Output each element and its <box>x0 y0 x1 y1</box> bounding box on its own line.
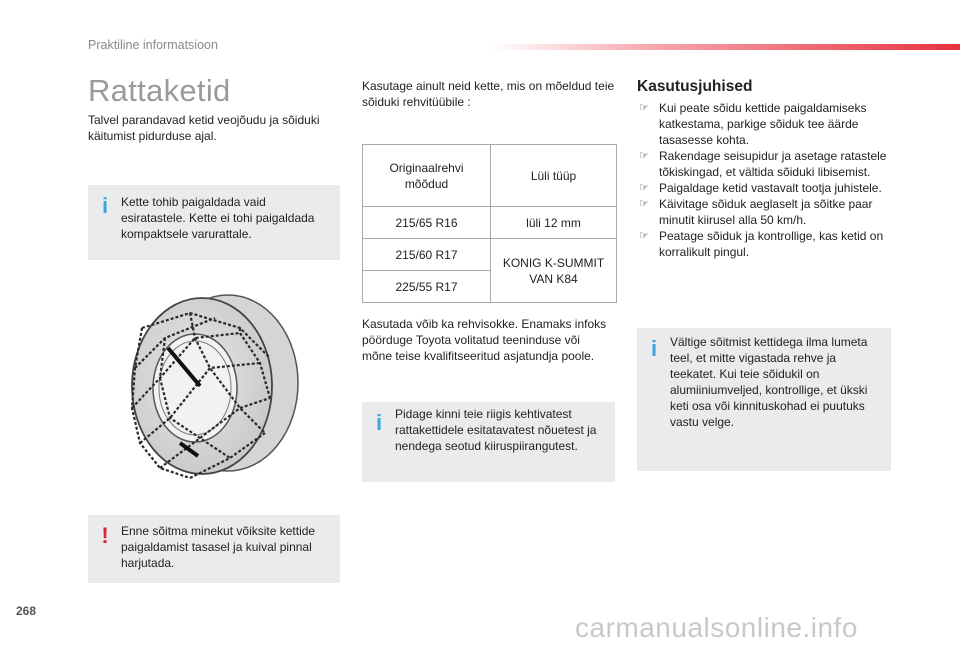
arrow-icon: ☞ <box>639 198 649 210</box>
arrow-icon: ☞ <box>639 102 649 114</box>
arrow-icon: ☞ <box>639 150 649 162</box>
info-icon: i <box>650 336 658 361</box>
table-cell-size: 215/65 R16 <box>363 207 491 239</box>
tire-chain-illustration <box>120 288 310 483</box>
table-cell-size: 225/55 R17 <box>363 271 491 303</box>
warning-box-text: Enne sõitma minekut võiksite kettide paigaldamist tasasel ja kuival pinnal harjutada. <box>121 524 316 570</box>
section-header: Praktiline informatsioon <box>88 38 218 52</box>
list-item: ☞ Paigaldage ketid vastavalt tootja juhistele. <box>639 181 882 195</box>
info-icon: i <box>101 193 109 218</box>
watermark: carmanualsonline.info <box>575 612 858 643</box>
table-header-link-type: Lüli tüüp <box>491 145 617 207</box>
table-row <box>363 207 617 239</box>
info-box-regulations <box>362 402 615 482</box>
warning-icon: ! <box>101 523 109 548</box>
tire-socks-text: Kasutada võib ka rehvisokke. Enamaks infoks pöörduge Toyota volitatud teeninduse või mõne teise kvalifitseeritud asjatundja poole. <box>362 317 607 363</box>
instructions-list <box>637 100 892 260</box>
info-box-text: Pidage kinni teie riigis kehtivatest rattakettidele esitatavatest nõuetest ja nendega seotud kiiruspiirangutest. <box>395 407 597 453</box>
info-box-text: Kette tohib paigaldada vaid esiratastele. Kette ei tohi paigaldada kompaktsele varurattale. <box>121 195 315 241</box>
arrow-icon: ☞ <box>639 182 649 194</box>
table-cell-type: KONIG K-SUMMIT VAN K84 <box>491 239 617 303</box>
warning-box-practice <box>88 515 340 583</box>
header-accent-bar <box>490 44 960 50</box>
chain-usage-text: Kasutage ainult neid kette, mis on mõeldud teie sõiduki rehvitüübile : <box>362 79 615 109</box>
instructions-title: Kasutusjuhised <box>637 78 753 95</box>
info-icon: i <box>375 410 383 435</box>
page-title: Rattaketid <box>88 73 231 108</box>
intro-text: Talvel parandavad ketid veojõudu ja sõiduki käitumist pidurduse ajal. <box>88 113 320 143</box>
list-item: ☞ Kui peate sõidu kettide paigaldamiseks katkestama, parkige sõiduk tee äärde tasasesse kohta. <box>639 101 867 147</box>
list-item: ☞ Rakendage seisupidur ja asetage ratastele tõkiskingad, et vältida sõiduki libisemist. <box>639 149 887 179</box>
page-number: 268 <box>16 604 37 618</box>
table-cell-type: lüli 12 mm <box>491 207 617 239</box>
table-row <box>363 239 617 271</box>
list-item: ☞ Peatage sõiduk ja kontrollige, kas ketid on korralikult pingul. <box>639 229 884 259</box>
arrow-icon: ☞ <box>639 230 649 242</box>
info-box-no-snow <box>637 328 891 471</box>
table-header-size: Originaalrehvi mõõdud <box>363 145 491 207</box>
info-box-front-wheels <box>88 185 340 260</box>
table-cell-size: 215/60 R17 <box>363 239 491 271</box>
info-box-text: Vältige sõitmist kettidega ilma lumeta teel, et mitte vigastada rehve ja teekatet. Kui teie sõidukil on alumiiniumveljed, kontrollige, et ükski keti osa või kinnituskohad ei puutuks vastu velge. <box>670 335 868 429</box>
list-item: ☞ Käivitage sõiduk aeglaselt ja sõitke paar minutit kiirusel alla 50 km/h. <box>639 197 873 227</box>
tire-chain-table <box>362 144 617 303</box>
